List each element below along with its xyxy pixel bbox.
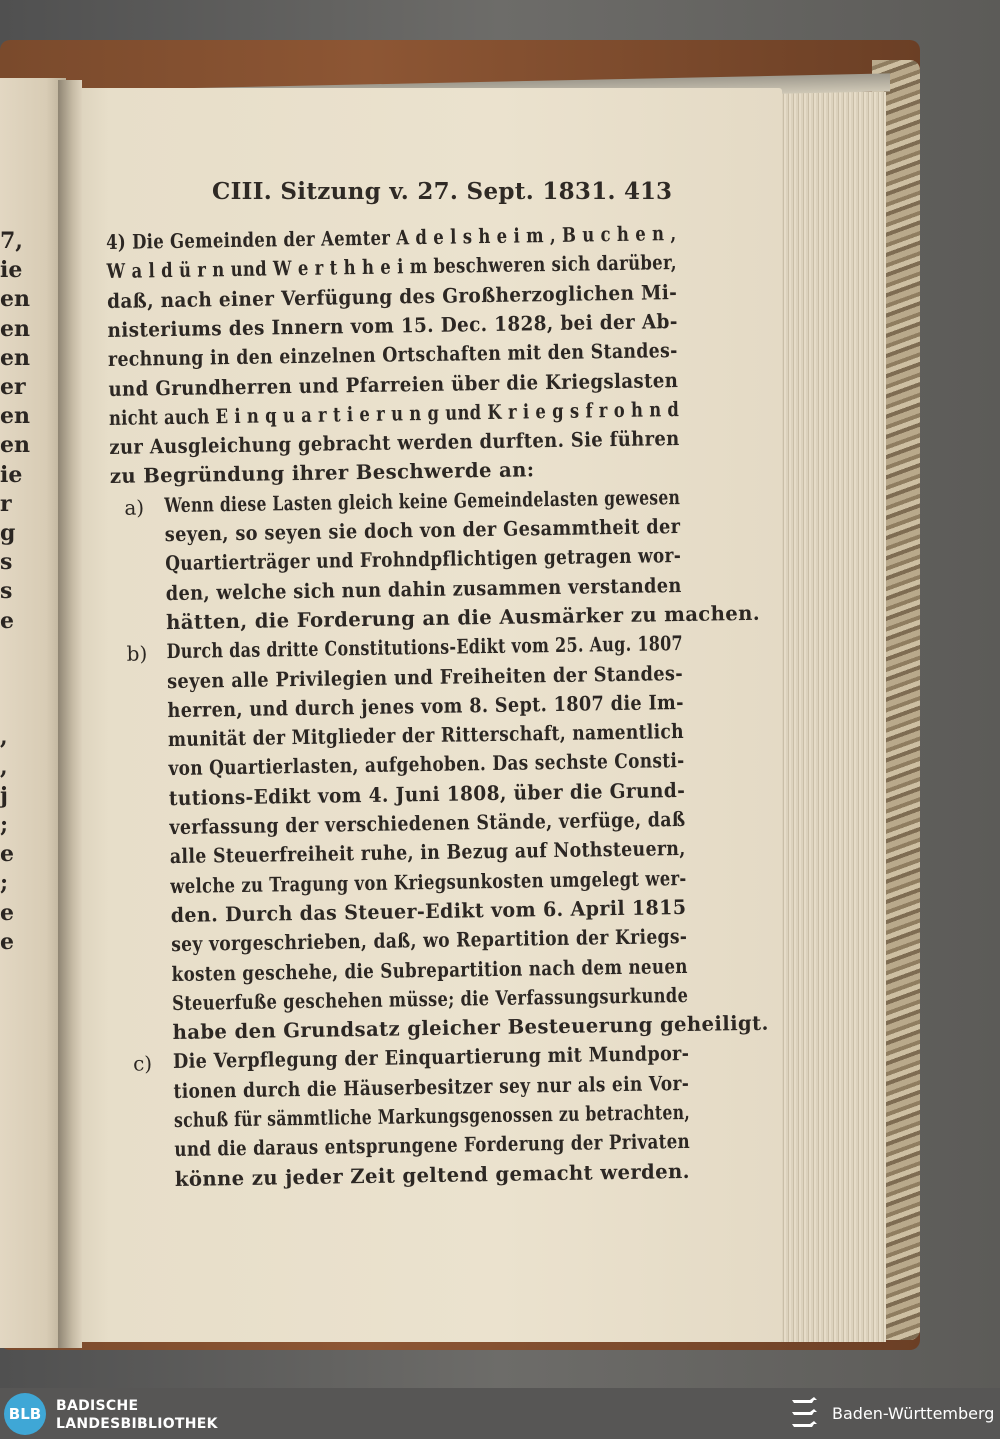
text-line: hätten, die Forderung an die Ausmärker zu machen.	[165, 600, 761, 634]
page-block-edge	[776, 92, 886, 1342]
blb-logo[interactable]: BLB	[4, 1393, 46, 1435]
text-line: Wenn diese Lasten gleich keine Gemeindelasten gewesen	[164, 484, 681, 517]
text-line: munität der Mitglieder der Ritterschaft, namentlich	[167, 719, 685, 752]
baden-wuerttemberg-lions-icon	[788, 1394, 822, 1434]
library-name-line2: LANDESBIBLIOTHEK	[56, 1416, 218, 1432]
left-margin-fragment: en	[0, 286, 30, 313]
text-line: zu Begründung ihrer Beschwerde an:	[109, 457, 535, 489]
left-margin-fragment: ;	[0, 870, 9, 897]
text-line: tutions-Edikt vom 4. Juni 1808, über die Grund-	[168, 777, 686, 810]
left-margin-fragment: s	[0, 549, 13, 576]
list-marker: a)	[124, 495, 145, 520]
text-line: zur Ausgleichung gebracht werden durften. Sie führen	[109, 426, 680, 460]
text-line: Die Verpflegung der Einquartierung mit Mundpor-	[172, 1041, 690, 1074]
left-margin-fragment: e	[0, 841, 14, 868]
left-margin-fragment: g	[0, 520, 16, 546]
state-name[interactable]: Baden-Württemberg	[832, 1404, 995, 1423]
text-line: nicht auch E i n q u a r t i e r u n g und K r i e g s f r o h n d	[108, 396, 680, 430]
text-line: schuß für sämmtliche Markungsgenossen zu betrachten,	[173, 1099, 691, 1133]
text-line: seyen alle Privilegien und Freiheiten der Standes-	[166, 660, 684, 693]
text-line: seyen, so seyen sie doch von der Gesammtheit der	[164, 514, 681, 547]
text-line: könne zu jeder Zeit geltend gemacht werden.	[174, 1158, 691, 1191]
text-line: Durch das dritte Constitutions-Edikt vom 25. Aug. 1807	[166, 631, 684, 664]
left-margin-fragment: en	[0, 344, 30, 371]
text-line: sey vorgeschrieben, daß, wo Repartition der Kriegs-	[171, 924, 688, 957]
text-line: W a l d ü r n und W e r t h h e i m beschweren sich darüber,	[106, 250, 678, 284]
library-name[interactable]	[56, 1397, 218, 1433]
text-line: alle Steuerfreiheit ruhe, in Bezug auf Nothsteuern,	[169, 836, 686, 869]
text-line: kosten geschehe, die Subrepartition nach dem neuen	[171, 953, 688, 986]
left-margin-fragment: en	[0, 403, 30, 430]
left-margin-fragment: ,	[0, 753, 8, 780]
text-line: den, welche sich nun dahin zusammen verstanden	[165, 572, 682, 605]
running-head	[212, 178, 682, 212]
library-name-line1: BADISCHE	[56, 1398, 139, 1414]
left-margin-fragment: ,	[0, 724, 8, 751]
text-line: habe den Grundsatz gleicher Besteuerung geheiligt.	[172, 1010, 769, 1045]
left-margin-fragment: r	[0, 490, 12, 517]
list-marker: b)	[126, 641, 148, 666]
text-line: den. Durch das Steuer-Edikt vom 6. April 1815	[170, 894, 687, 927]
left-margin-fragment: j	[0, 782, 8, 809]
text-line: welche zu Tragung von Kriegsunkosten umgelegt wer-	[170, 865, 687, 898]
page-number: 413	[623, 178, 672, 205]
left-margin-fragment: e	[0, 928, 14, 955]
left-margin-fragment: e	[0, 899, 14, 926]
spine-shadow	[58, 80, 82, 1348]
left-margin-fragment: e	[0, 607, 14, 634]
left-margin-fragment: en	[0, 432, 30, 459]
running-head-title: CIII. Sitzung v. 27. Sept. 1831.	[212, 178, 616, 205]
text-line: Steuerfuße geschehen müsse; die Verfassungsurkunde	[171, 982, 689, 1015]
text-line: und die daraus entsprungene Forderung der Privaten	[174, 1129, 691, 1162]
text-line: tionen durch die Häuserbesitzer sey nur als ein Vor-	[173, 1070, 690, 1103]
text-line: nisteriums des Innern vom 15. Dec. 1828, bei der Ab-	[107, 308, 678, 342]
text-line: Quartierträger und Frohndpflichtigen getragen wor-	[165, 543, 682, 576]
text-line: rechnung in den einzelnen Ortschaften mit den Standes-	[107, 338, 678, 372]
left-margin-fragment: s	[0, 578, 13, 605]
text-line: daß, nach einer Verfügung des Großherzoglichen Mi-	[106, 279, 678, 313]
left-margin-fragment: ie	[0, 461, 23, 488]
text-line: herren, und durch jenes vom 8. Sept. 1807 die Im-	[167, 689, 684, 722]
left-margin-fragment: ie	[0, 257, 23, 284]
text-line: 4) Die Gemeinden der Aemter A d e l s h e i m , B u c h e n ,	[106, 221, 677, 254]
list-marker: c)	[132, 1051, 153, 1077]
left-margin-fragment: 7,	[0, 228, 23, 254]
left-margin-fragment: en	[0, 315, 30, 342]
text-line: von Quartierlasten, aufgehoben. Das sechste Consti-	[168, 748, 685, 781]
left-margin-fragment: ;	[0, 812, 9, 838]
text-line: verfassung der verschiedenen Stände, verfüge, daß	[169, 806, 686, 840]
text-line: und Grundherren und Pfarreien über die Kriegslasten	[108, 367, 679, 401]
left-margin-fragment: er	[0, 374, 26, 400]
